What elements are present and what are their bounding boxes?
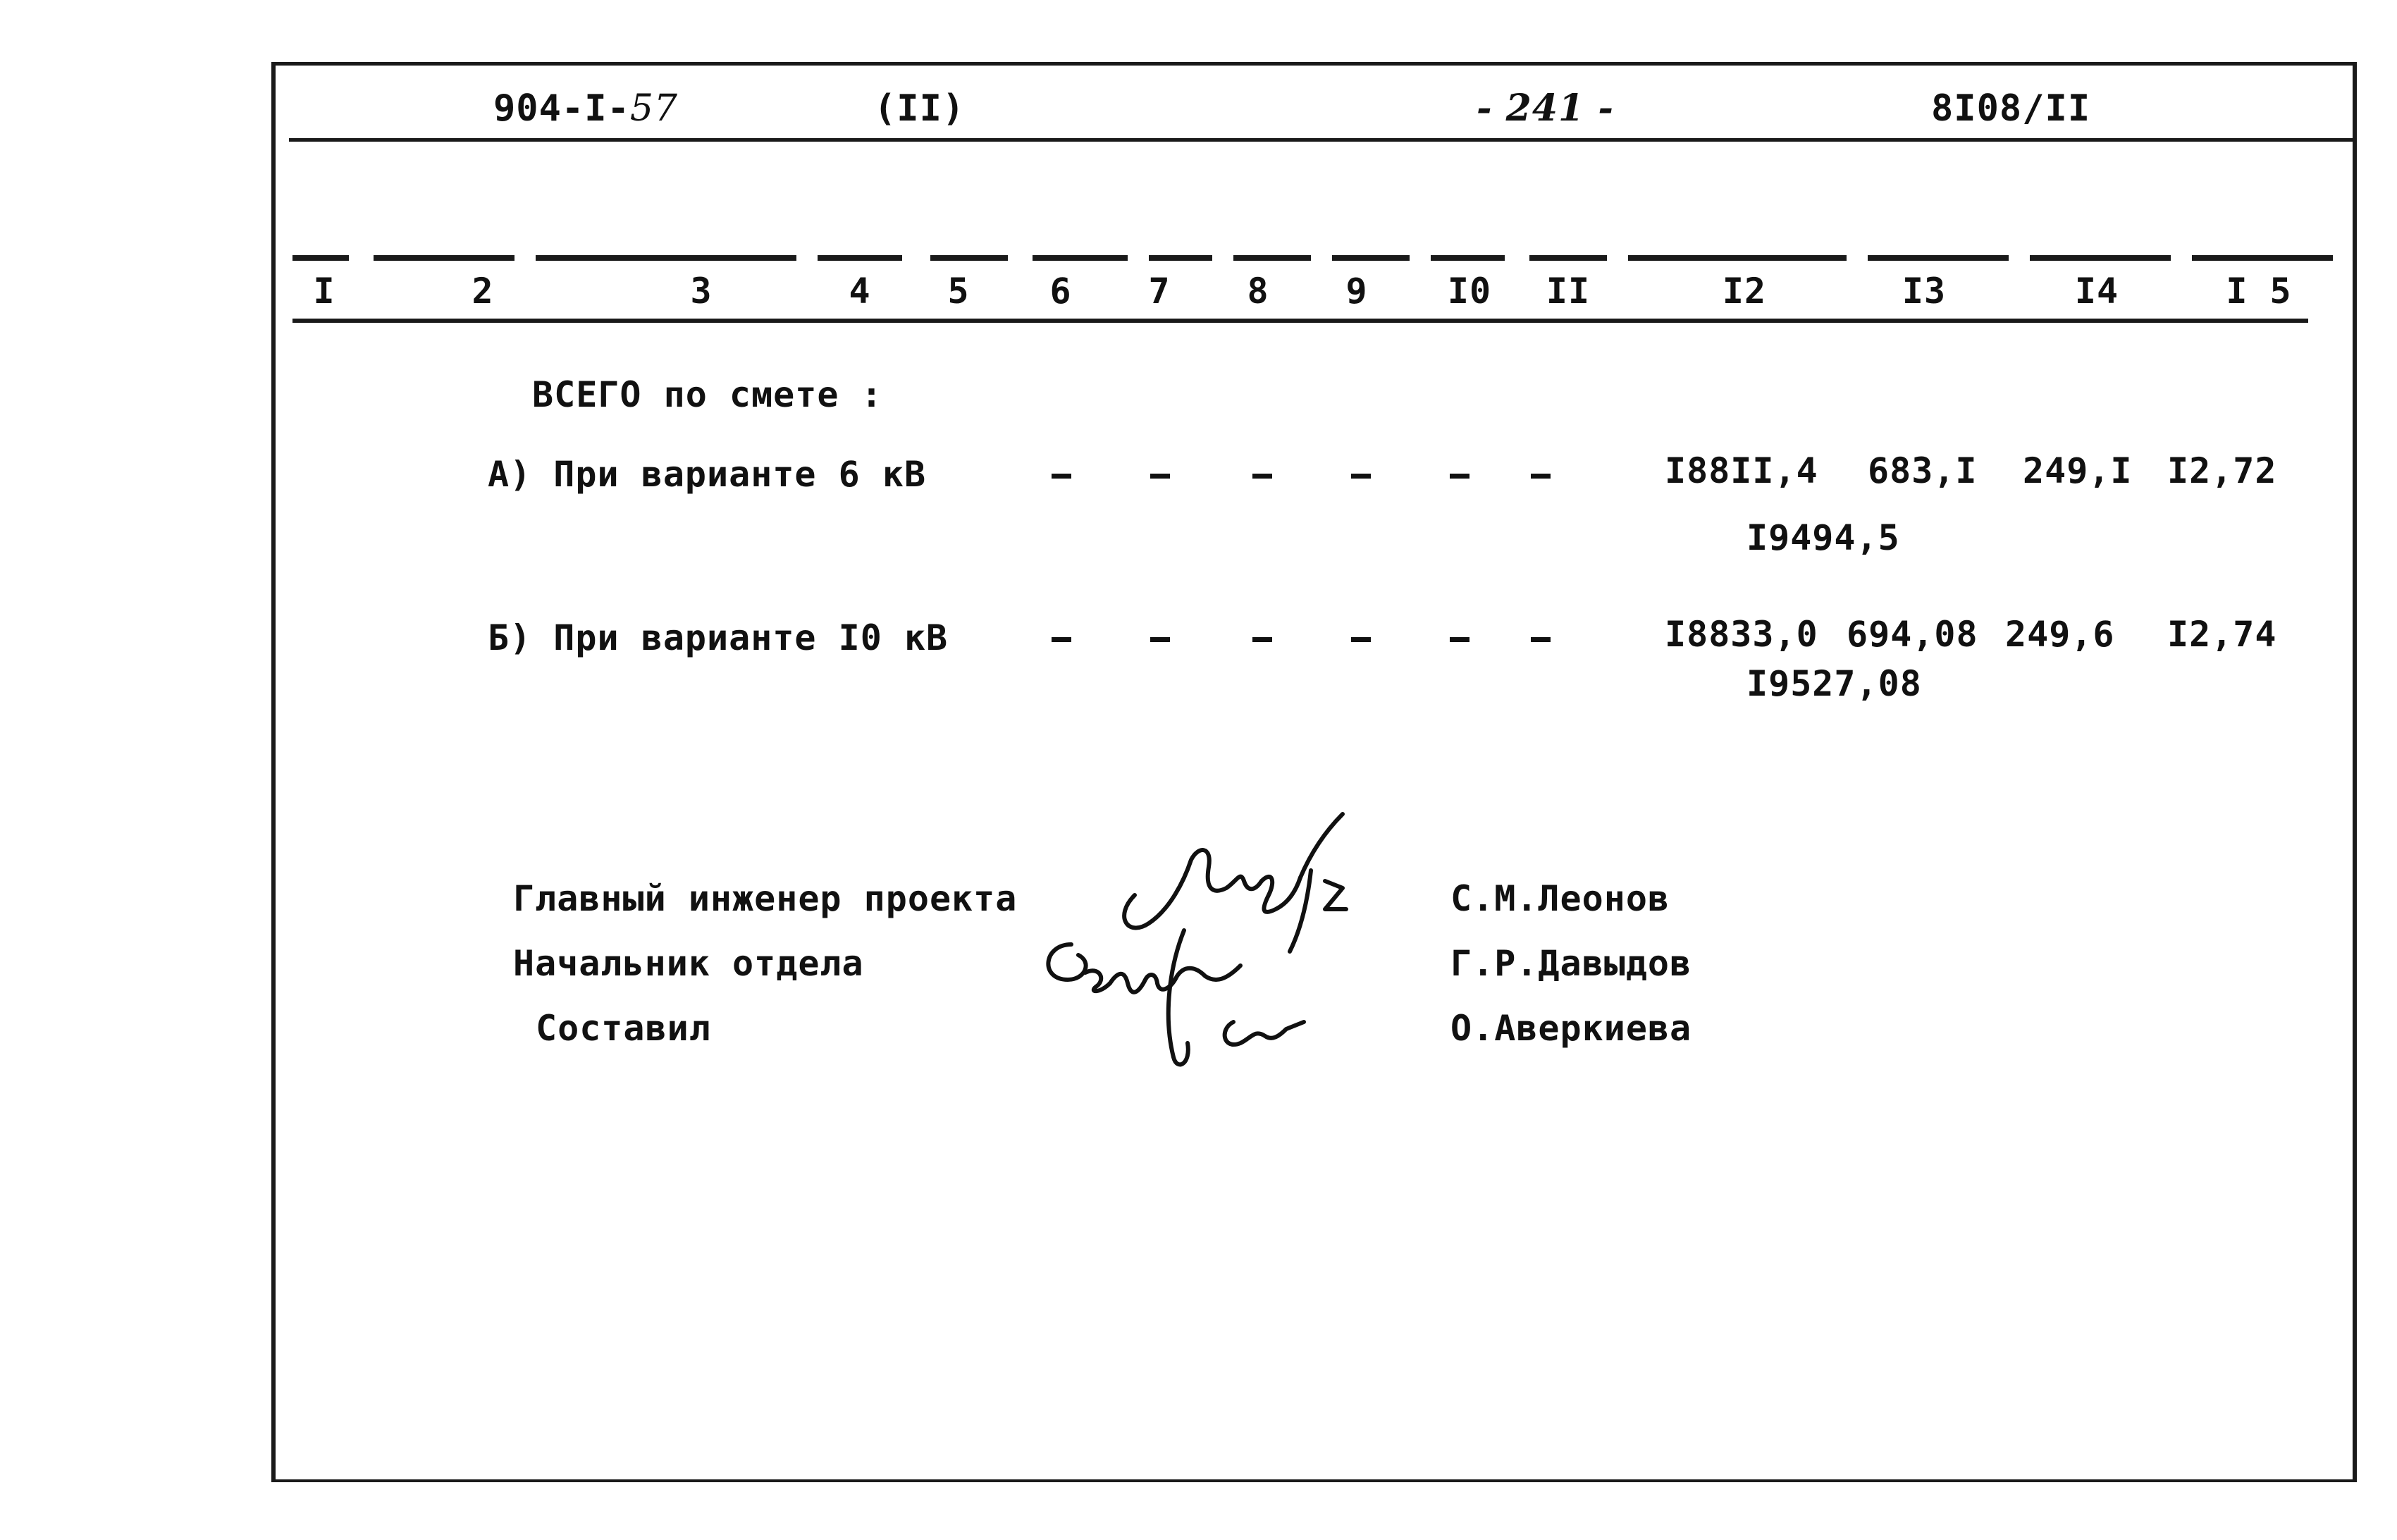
row-b-sum: I9527,08 — [1746, 663, 1922, 704]
row-a-col12: I88II,4 — [1665, 450, 1818, 491]
row-a-dash — [1052, 474, 1071, 479]
doc-number — [493, 87, 679, 130]
row-b-dash — [1351, 637, 1371, 642]
totals-title: ВСЕГО по смете : — [532, 374, 883, 415]
row-b-col14: 249,6 — [2005, 614, 2115, 655]
col-header-1: I — [313, 271, 335, 312]
col-header-10: I0 — [1447, 271, 1492, 312]
col-header-3: 3 — [690, 271, 713, 312]
col-bar — [1332, 255, 1410, 261]
col-bar — [1529, 255, 1607, 261]
col-header-12: I2 — [1722, 271, 1767, 312]
col-bar — [1628, 255, 1847, 261]
row-a-col14: 249,I — [2023, 450, 2133, 491]
col-bar — [930, 255, 1008, 261]
part-number: (II) — [874, 87, 966, 130]
row-a-sum: I9494,5 — [1746, 517, 1900, 558]
col-bar — [536, 255, 796, 261]
row-a-col13: 683,I — [1868, 450, 1978, 491]
signature-role-compiler: Составил — [536, 1008, 711, 1049]
handwritten-signatures — [1029, 803, 1367, 1085]
row-a-dash — [1252, 474, 1272, 479]
col-header-13: I3 — [1902, 271, 1947, 312]
row-b-col12: I8833,0 — [1665, 614, 1818, 655]
row-b-dash — [1450, 637, 1469, 642]
col-bar — [1033, 255, 1128, 261]
signature-role-chief-engineer: Главный инженер проекта — [513, 878, 1018, 919]
row-b-col13: 694,08 — [1847, 614, 1978, 655]
col-header-11: II — [1546, 271, 1591, 312]
col-header-14: I4 — [2074, 271, 2119, 312]
doc-number-prefix: 904-I- — [493, 87, 630, 130]
signature-name-chief-engineer: С.М.Леонов — [1450, 878, 1670, 919]
col-bar — [1431, 255, 1505, 261]
col-header-4: 4 — [849, 271, 871, 312]
row-a-dash — [1150, 474, 1170, 479]
col-bar — [1233, 255, 1311, 261]
col-bar — [2192, 255, 2333, 261]
signature-name-department-head: Г.Р.Давыдов — [1450, 943, 1692, 984]
col-header-6: 6 — [1049, 271, 1072, 312]
row-b-dash — [1531, 637, 1551, 642]
col-header-8: 8 — [1247, 271, 1269, 312]
signature-name-compiler: О.Аверкиева — [1450, 1008, 1692, 1049]
row-a-dash — [1531, 474, 1551, 479]
col-header-2: 2 — [472, 271, 494, 312]
row-a-label: А) При варианте 6 кВ — [488, 454, 927, 495]
column-header-rule — [292, 319, 2308, 323]
sheet-code: 8I08/II — [1931, 87, 2091, 130]
row-a-dash — [1351, 474, 1371, 479]
col-bar — [1868, 255, 2009, 261]
col-bar — [1149, 255, 1212, 261]
row-b-dash — [1052, 637, 1071, 642]
col-bar — [292, 255, 349, 261]
row-b-col15: I2,74 — [2167, 614, 2277, 655]
col-header-7: 7 — [1148, 271, 1171, 312]
row-a-col15: I2,72 — [2167, 450, 2277, 491]
col-bar — [2030, 255, 2171, 261]
row-b-dash — [1150, 637, 1170, 642]
col-bar — [374, 255, 514, 261]
col-header-15: I 5 — [2226, 271, 2292, 312]
row-b-label: Б) При варианте I0 кВ — [488, 617, 949, 658]
row-a-dash — [1450, 474, 1469, 479]
header-rule — [289, 138, 2354, 142]
signature-role-department-head: Начальник отдела — [513, 943, 864, 984]
col-header-5: 5 — [947, 271, 970, 312]
col-bar — [818, 255, 902, 261]
page-number: - 241 - — [1477, 87, 1614, 130]
doc-number-handwritten: 57 — [629, 87, 679, 130]
row-b-dash — [1252, 637, 1272, 642]
page-frame — [271, 62, 2357, 1482]
col-header-9: 9 — [1345, 271, 1368, 312]
